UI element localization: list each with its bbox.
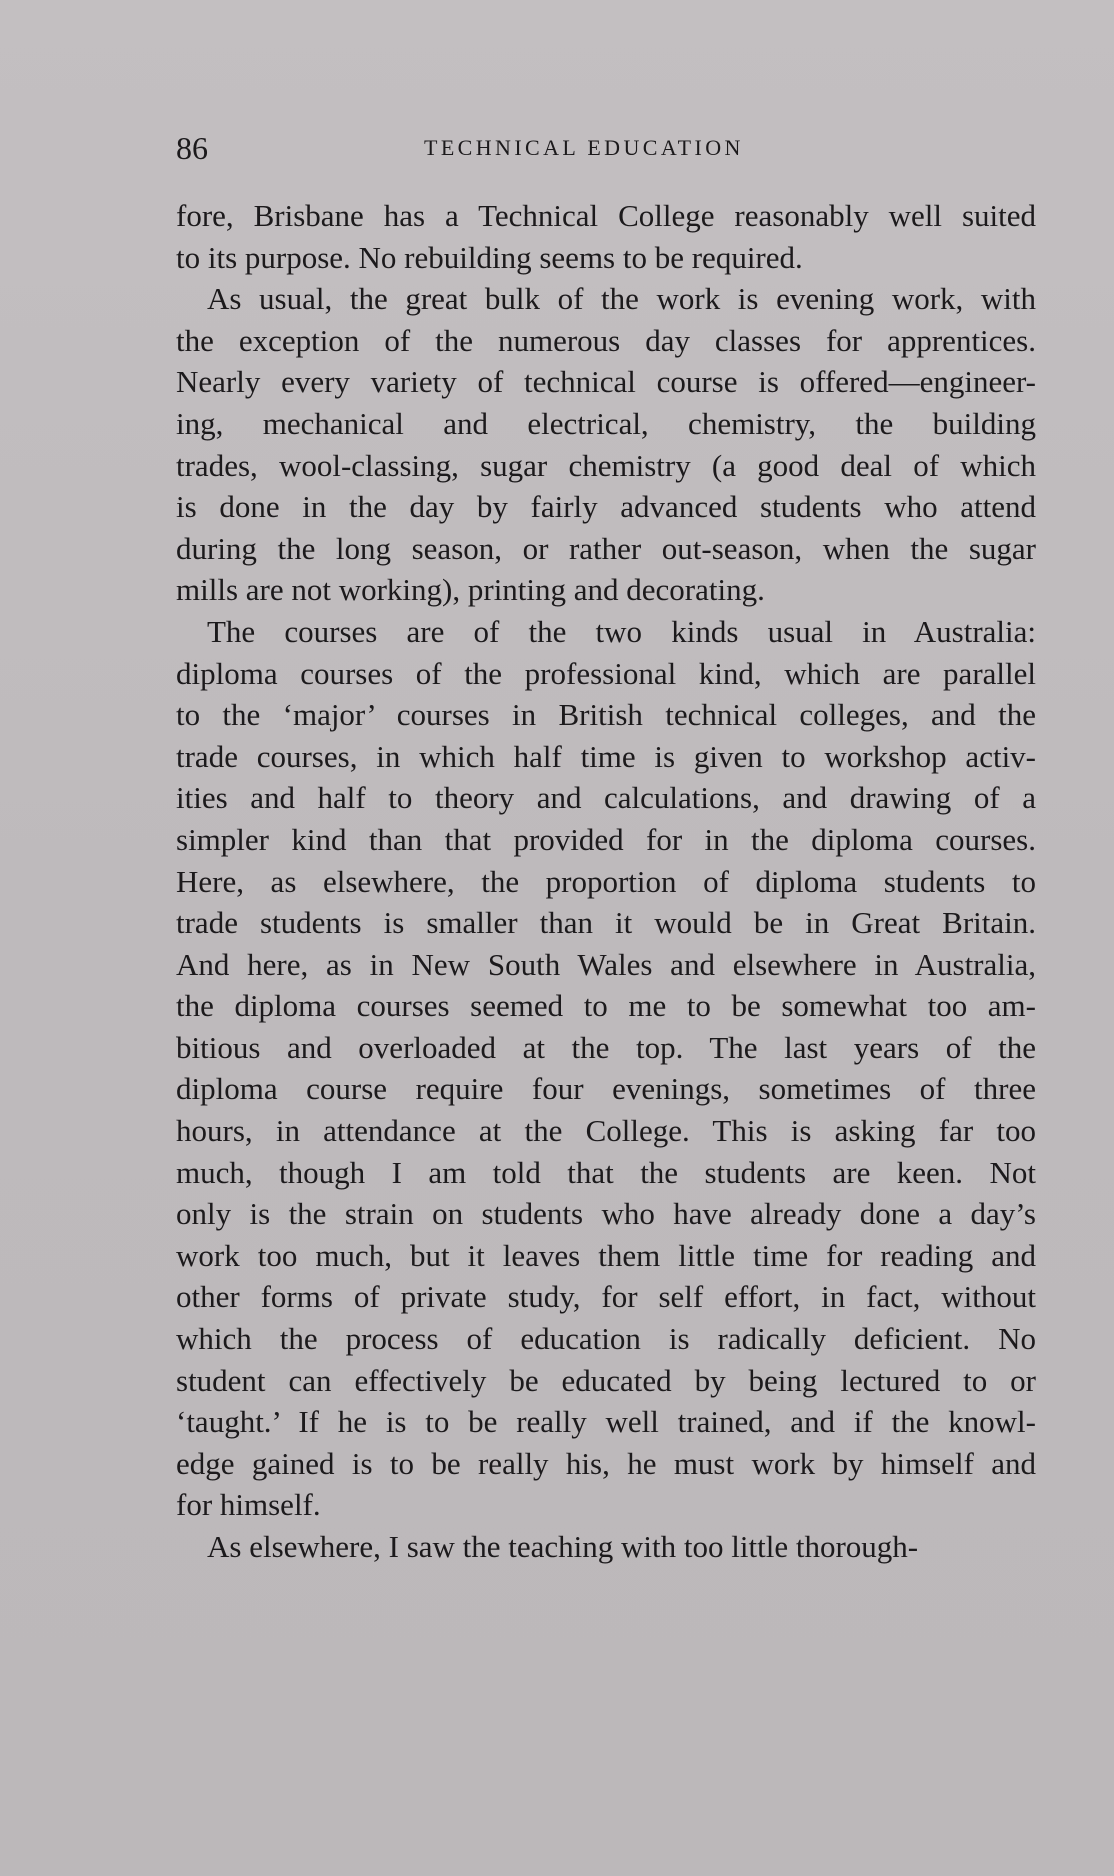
text-line: edge gained is to be really his, he must work by himself and (176, 1445, 1036, 1481)
text-line: Nearly every variety of technical course is offered—engineer- (176, 364, 1036, 400)
text-line: hours, in attendance at the College. This is asking far too (176, 1113, 1036, 1149)
text-line: to its purpose. No rebuilding seems to be required. (176, 239, 803, 275)
text-line: As usual, the great bulk of the work is evening work, with (207, 281, 1036, 317)
text-line: during the long season, or rather out-season, when the sugar (176, 530, 1036, 566)
text-line: The courses are of the two kinds usual in Australia: (207, 613, 1036, 649)
text-line: ities and half to theory and calculations, and drawing of a (176, 780, 1036, 816)
page-number: 86 (176, 130, 208, 166)
text-line: for himself. (176, 1487, 321, 1523)
text-line: bitious and overloaded at the top. The last years of the (176, 1029, 1036, 1065)
text-line: simpler kind than that provided for in the diploma courses. (176, 821, 1036, 857)
text-line: ‘taught.’ If he is to be really well trained, and if the knowl- (176, 1404, 1036, 1440)
text-line: which the process of education is radically deficient. No (176, 1321, 1036, 1357)
text-line: As elsewhere, I saw the teaching with too little thorough- (207, 1529, 919, 1564)
running-head: TECHNICAL EDUCATION (424, 135, 744, 160)
text-line: diploma courses of the professional kind, which are parallel (176, 655, 1036, 691)
text-line: trade courses, in which half time is given to workshop activ- (176, 738, 1036, 774)
text-line: to the ‘major’ courses in British technical colleges, and the (176, 697, 1036, 733)
text-line: the exception of the numerous day classes for apprentices. (176, 322, 1036, 358)
text-line: ing, mechanical and electrical, chemistry, the building (176, 405, 1036, 441)
text-line: is done in the day by fairly advanced students who attend (176, 489, 1036, 525)
text-line: other forms of private study, for self effort, in fact, without (176, 1279, 1036, 1315)
text-line: only is the strain on students who have already done a day’s (176, 1196, 1036, 1232)
text-line: work too much, but it leaves them little time for reading and (176, 1237, 1036, 1273)
body-text (176, 195, 1036, 1568)
text-line: student can effectively be educated by being lectured to or (176, 1362, 1036, 1398)
text-line: mills are not working), printing and decorating. (176, 572, 765, 608)
text-line: fore, Brisbane has a Technical College reasonably well suited (176, 198, 1036, 233)
text-line: trade students is smaller than it would be in Great Britain. (176, 905, 1036, 941)
text-line: trades, wool-classing, sugar chemistry (a good deal of which (176, 447, 1036, 483)
text-line: the diploma courses seemed to me to be somewhat too am- (176, 988, 1036, 1024)
text-line: much, though I am told that the students are keen. Not (176, 1154, 1036, 1190)
text-line: diploma course require four evenings, sometimes of three (176, 1071, 1036, 1107)
text-line: And here, as in New South Wales and elsewhere in Australia, (176, 946, 1036, 982)
text-line: Here, as elsewhere, the proportion of diploma students to (176, 863, 1036, 899)
page-header (176, 128, 1036, 168)
